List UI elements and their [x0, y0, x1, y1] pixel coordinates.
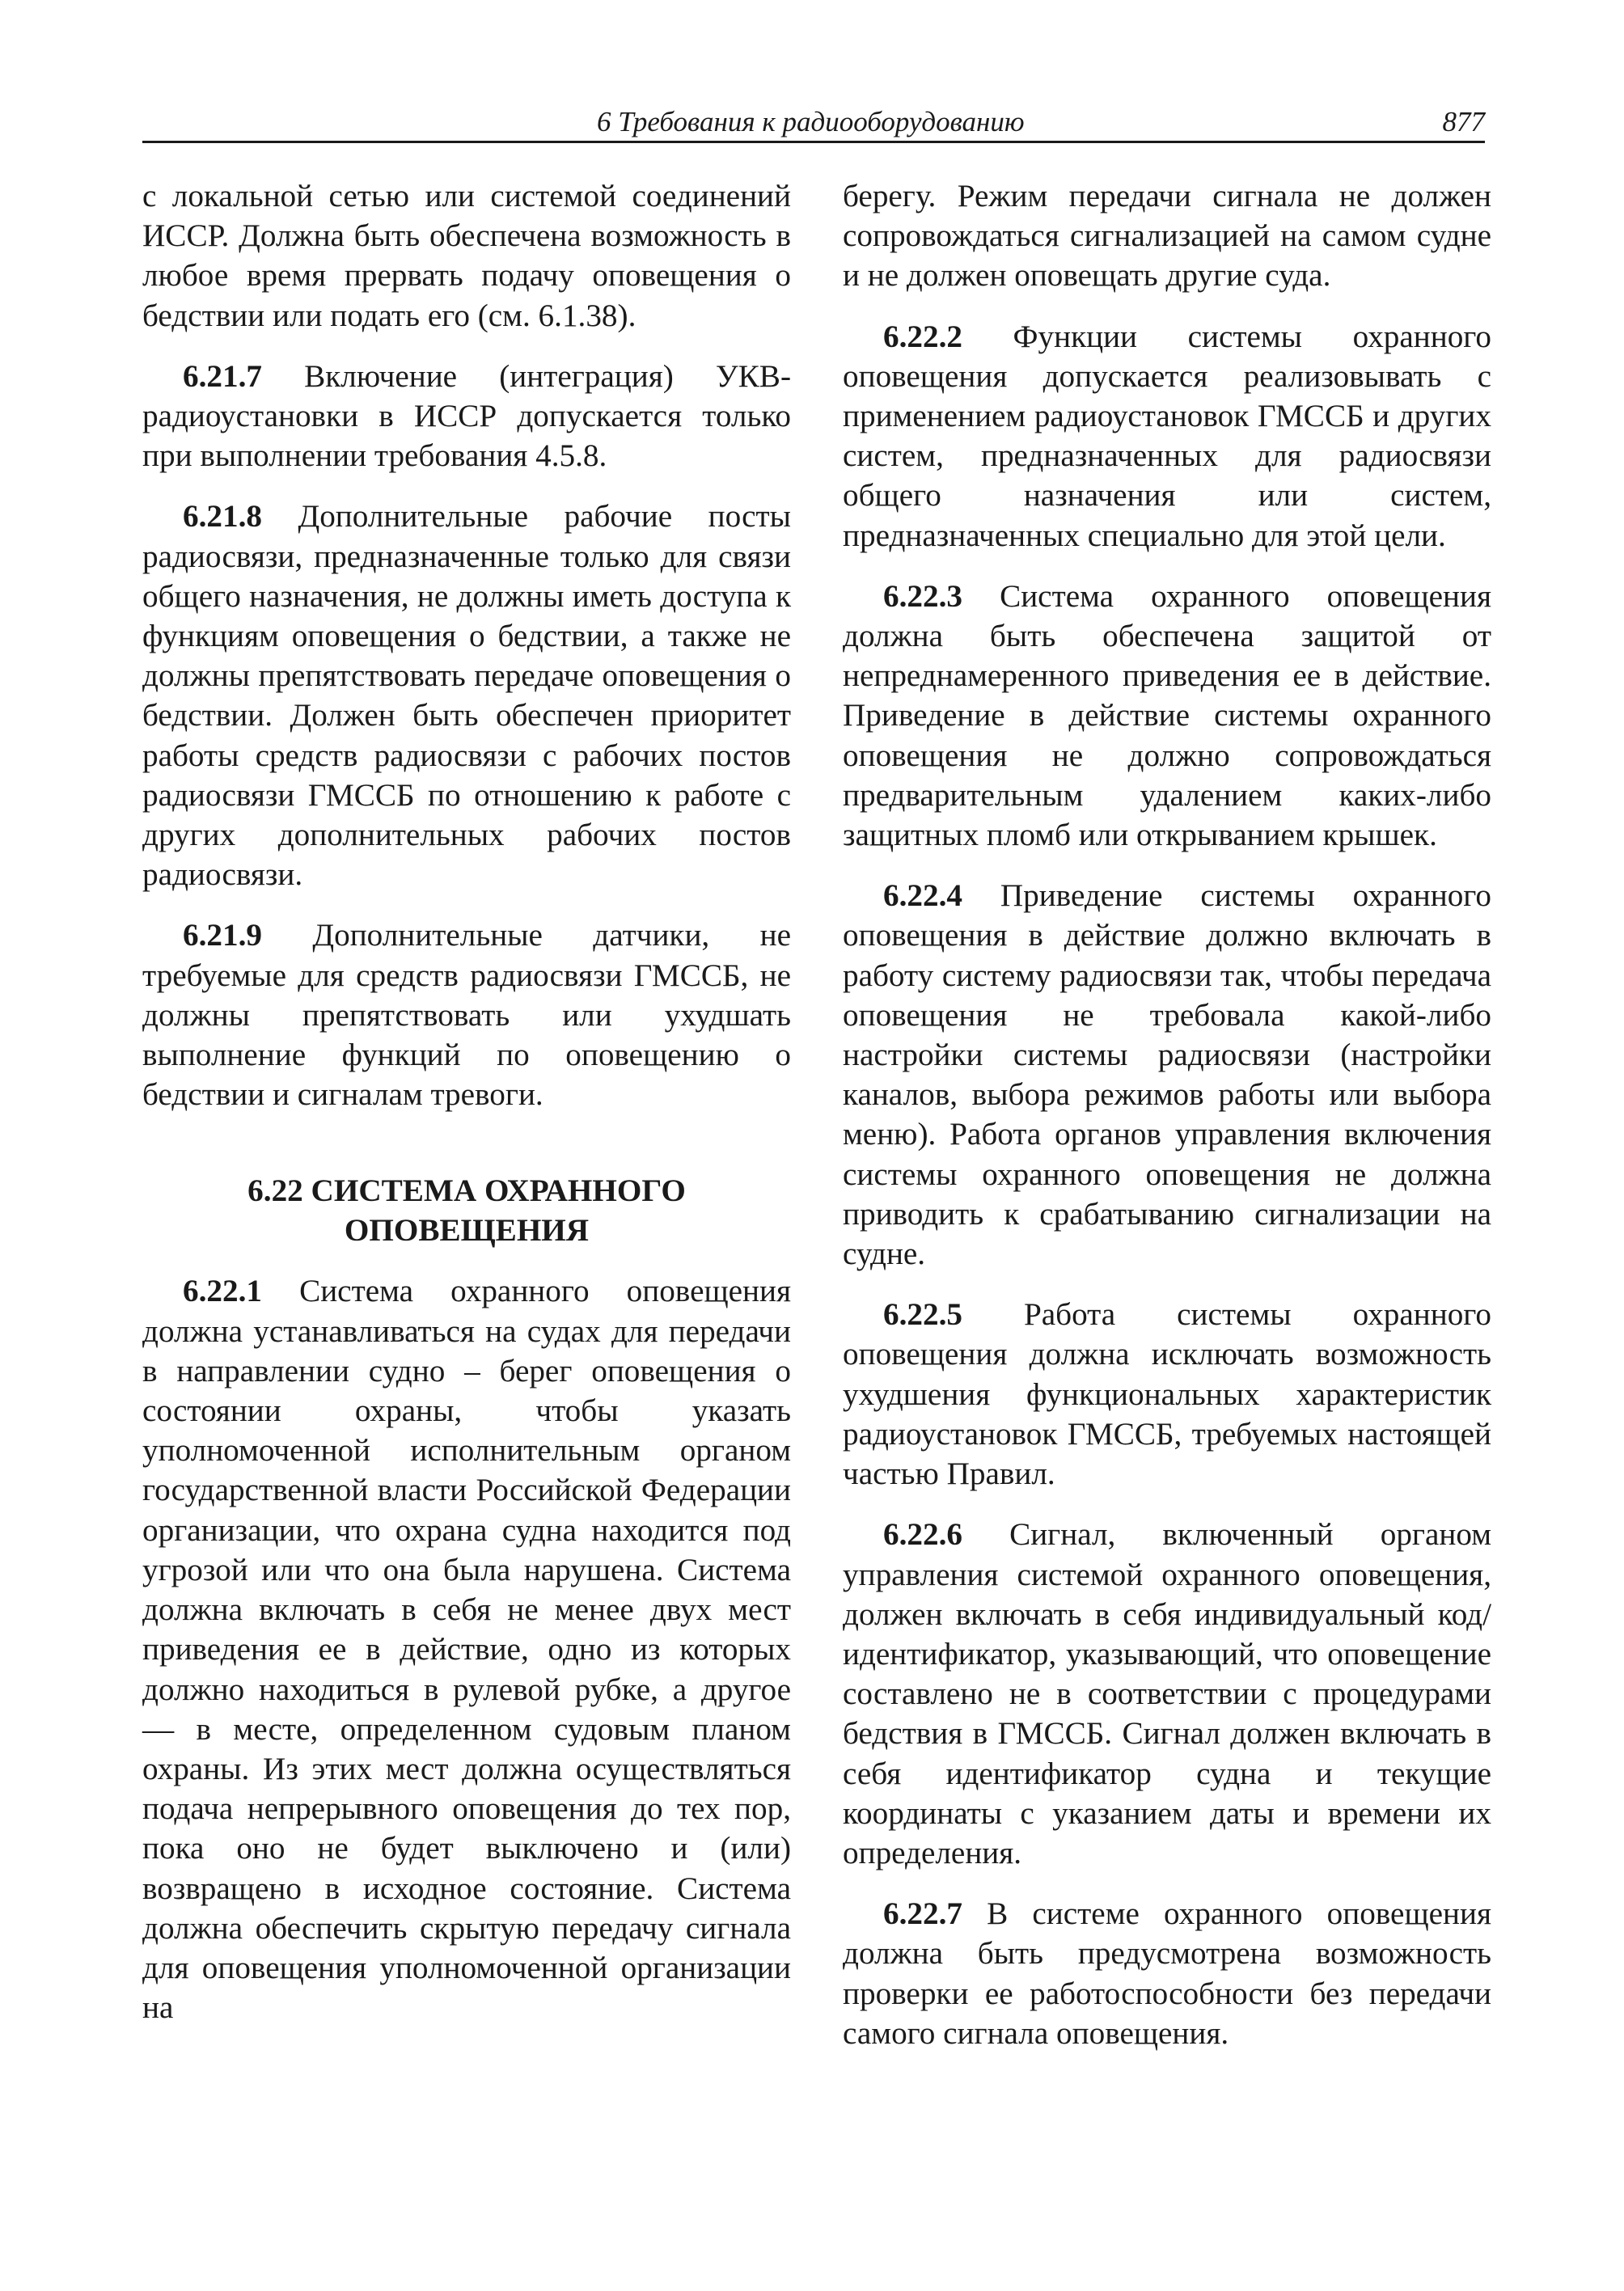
clause-number: 6.21.9	[183, 918, 262, 953]
paragraph-6-22-2	[843, 317, 1491, 556]
clause-text: Работа системы охранного оповещения должна исключать возможность ухудшения функциональных характеристик радиоустановок ГМССБ, требуемых настоящей частью Правил.	[843, 1297, 1491, 1492]
clause-number: 6.22.4	[883, 878, 962, 914]
chapter-title: 6 Требования к радиооборудованию	[597, 106, 1025, 137]
paragraph-6-21-7	[142, 357, 791, 476]
section-heading	[142, 1171, 791, 1250]
clause-number: 6.21.8	[183, 499, 262, 535]
clause-number: 6.22.7	[883, 1896, 962, 1932]
paragraph-6-22-1	[142, 1271, 791, 2027]
paragraph-6-21-8	[142, 497, 791, 894]
clause-number: 6.22.6	[883, 1517, 962, 1553]
clause-number: 6.22.2	[883, 319, 962, 354]
clause-text: Включение (интеграция) УКВ-радиоустановки в ИССР допускается только при выполнении требования 4.5.8.	[142, 358, 791, 474]
paragraph-6-22-5	[843, 1295, 1491, 1494]
clause-number: 6.22.5	[883, 1297, 962, 1333]
paragraph-6-22-7	[843, 1894, 1491, 2053]
clause-number: 6.22.3	[883, 578, 962, 614]
clause-text: Дополнительные рабочие посты радиосвязи, предназначенные только для связи общего назначения, не должны иметь доступа к функциям оповещения о бедствии, а также не должны препятствовать передаче оповещения о бедствии. Должен быть обеспечен приоритет работы средств радиосвязи с рабочих постов радиосвязи ГМССБ по отношению к работе с других дополнительных рабочих постов радиосвязи.	[142, 499, 791, 893]
paragraph-6-22-6	[843, 1515, 1491, 1873]
paragraph-6-22-3	[843, 577, 1491, 855]
clause-text: Дополнительные датчики, не требуемые для средств радиосвязи ГМССБ, не должны препятствовать или ухудшать выполнение функций по оповещению о бедствии и сигналам тревоги.	[142, 918, 791, 1113]
page-number: 877	[1442, 106, 1485, 137]
clause-text: В системе охранного оповещения должна быть предусмотрена возможность проверки ее работоспособности без передачи самого сигнала оповещения.	[843, 1896, 1491, 2051]
section-heading-line: 6.22 СИСТЕМА ОХРАННОГО	[247, 1173, 686, 1209]
running-header	[142, 104, 1485, 143]
clause-number: 6.21.7	[183, 358, 262, 394]
right-column	[843, 176, 1491, 2053]
clause-text: Система охранного оповещения должна устанавливаться на судах для передачи в направлении судно – берег оповещения о состоянии охраны, чтобы указать уполномоченной исполнительным органом государственной власти Российской Федерации организации, что охрана судна находится под угрозой или что она была нарушена. Система должна включать в себя не менее двух мест приведения ее в действие, одно из которых должно находиться в рулевой рубке, а другое — в месте, определенном судовым планом охраны. Из этих мест должна осуществляться подача непрерывного оповещения до тех пор, пока оно не будет выключено и (или) возвращено в исходное состояние. Система должна обеспечить скрытую передачу сигнала для оповещения уполномоченной организации на	[142, 1274, 792, 2026]
clause-text: Приведение системы охранного оповещения в действие должно включать в работу систему радиосвязи так, чтобы передача оповещения не требовала какой-либо настройки системы радиосвязи (настройки каналов, выбора режимов работы или выбора меню). Работа органов управления включения системы охранного оповещения не должна приводить к срабатыванию сигнализации на судне.	[843, 878, 1492, 1272]
left-column	[142, 176, 791, 2027]
continuation-paragraph: с локальной сетью или системой соединений ИССР. Должна быть обеспечена возможность в любое время прервать подачу оповещения о бедствии или подать его (см. 6.1.38).	[142, 179, 791, 333]
continuation-paragraph: берегу. Режим передачи сигнала не должен сопровождаться сигнализацией на самом судне и не должен оповещать другие суда.	[843, 179, 1491, 294]
clause-text: Сигнал, включенный органом управления системой охранного оповещения, должен включать в себя индивидуальный код/идентификатор, указывающий, что оповещение составлено не в соответствии с процедурами бедствия в ГМССБ. Сигнал должен включать в себя идентификатор судна и текущие координаты с указанием даты и времени их определения.	[843, 1517, 1491, 1870]
clause-text: Система охранного оповещения должна быть обеспечена защитой от непреднамеренного приведения ее в действие. Приведение в действие системы охранного оповещения не должно сопровождаться предварительным удалением каких-либо защитных пломб или открыванием крышек.	[843, 578, 1492, 853]
paragraph-6-21-9	[142, 915, 791, 1114]
clause-number: 6.22.1	[183, 1274, 262, 1309]
paragraph-6-22-4	[843, 876, 1491, 1274]
section-heading-line: ОПОВЕЩЕНИЯ	[344, 1213, 590, 1249]
clause-text: Функции системы охранного оповещения допускается реализовывать с применением радиоустановок ГМССБ и других систем, предназначенных для радиосвязи общего назначения или систем, предназначенных специально для этой цели.	[843, 319, 1492, 553]
